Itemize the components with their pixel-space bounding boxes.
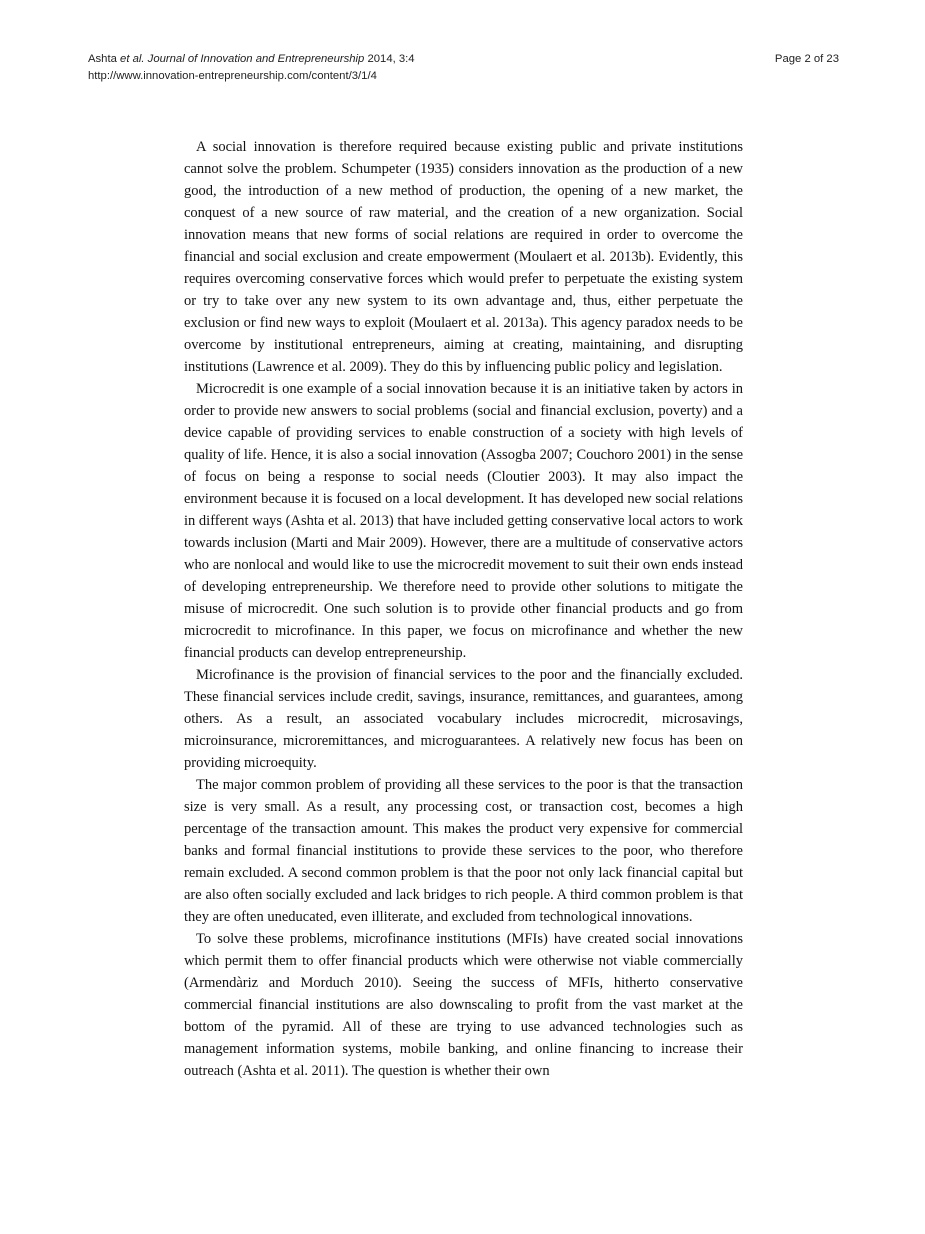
paragraph: A social innovation is therefore required because existing public and private institutions cannot solve the problem. Schumpeter (1935) considers innovation as the production of a new good, the introduction of a new method of production, the opening of a new market, the conquest of a new source of raw material, and the creation of a new organization. Social innovation means that new forms of social relations are required in order to overcome the financial and social exclusion and create empowerment (Moulaert et al. 2013b). Evidently, this requires overcoming conservative forces which would prefer to perpetuate the existing system or try to take over any new system to its own advantage and, thus, either perpetuate the exclusion or find new ways to exploit (Moulaert et al. 2013a). This agency paradox needs to be overcome by institutional entrepreneurs, aiming at creating, maintaining, and disrupting institutions (Lawrence et al. 2009). They do this by influencing public policy and legislation. <box>184 139 743 375</box>
citation-authors: Ashta <box>88 53 121 65</box>
article-url[interactable]: http://www.innovation-entrepreneurship.com/content/3/1/4 <box>88 70 377 82</box>
paragraph: The major common problem of providing all these services to the poor is that the transaction size is very small. As a result, any processing cost, or transaction cost, becomes a high percentage of the transaction amount. This makes the product very expensive for commercial banks and formal financial institutions to provide these services to the poor, who therefore remain excluded. A second common problem is that the poor not only lack financial capital but are also often socially excluded and lack bridges to rich people. A third common problem is that they are often uneducated, even illiterate, and excluded from technological innovations. <box>184 777 743 925</box>
article-body <box>184 136 743 1082</box>
paragraph: Microcredit is one example of a social innovation because it is an initiative taken by actors in order to provide new answers to social problems (social and financial exclusion, poverty) and a device capable of providing services to enable construction of a society with high levels of quality of life. Hence, it is also a social innovation (Assogba 2007; Couchoro 2001) in the sense of focus on being a response to social needs (Cloutier 2003). It may also impact the environment because it is focused on a local development. It has developed new social relations in different ways (Ashta et al. 2013) that have included getting conservative local actors to work towards inclusion (Marti and Mair 2009). However, there are a multitude of conservative actors who are nonlocal and would like to use the microcredit movement to suit their own ends instead of developing entrepreneurship. We therefore need to provide other solutions to mitigate the misuse of microcredit. One such solution is to provide other financial products and go from microcredit to microfinance. In this paper, we focus on microfinance and whether the new financial products can develop entrepreneurship. <box>184 381 743 661</box>
citation-etal: et al. <box>120 53 145 65</box>
running-header <box>88 51 839 85</box>
citation-journal: Journal of Innovation and Entrepreneurship <box>144 53 365 65</box>
paragraph: Microfinance is the provision of financial services to the poor and the financially excluded. These financial services include credit, savings, insurance, remittances, and guarantees, among others. As a result, an associated vocabulary includes microcredit, microsavings, microinsurance, microremittances, and microguarantees. A relatively new focus has been on providing microequity. <box>184 667 743 771</box>
citation-block <box>88 51 415 85</box>
citation-volume: 2014, 3:4 <box>364 53 415 65</box>
page-number: Page 2 of 23 <box>774 53 839 65</box>
paragraph: To solve these problems, microfinance institutions (MFIs) have created social innovations which permit them to offer financial products which were otherwise not viable commercially (Armendàriz and Morduch 2010). Seeing the success of MFIs, hitherto conservative commercial financial institutions are also downscaling to profit from the vast market at the bottom of the pyramid. All of these are trying to use advanced technologies such as management information systems, mobile banking, and online financing to increase their outreach (Ashta et al. 2011). The question is whether their own <box>184 931 743 1079</box>
journal-citation <box>88 51 415 68</box>
